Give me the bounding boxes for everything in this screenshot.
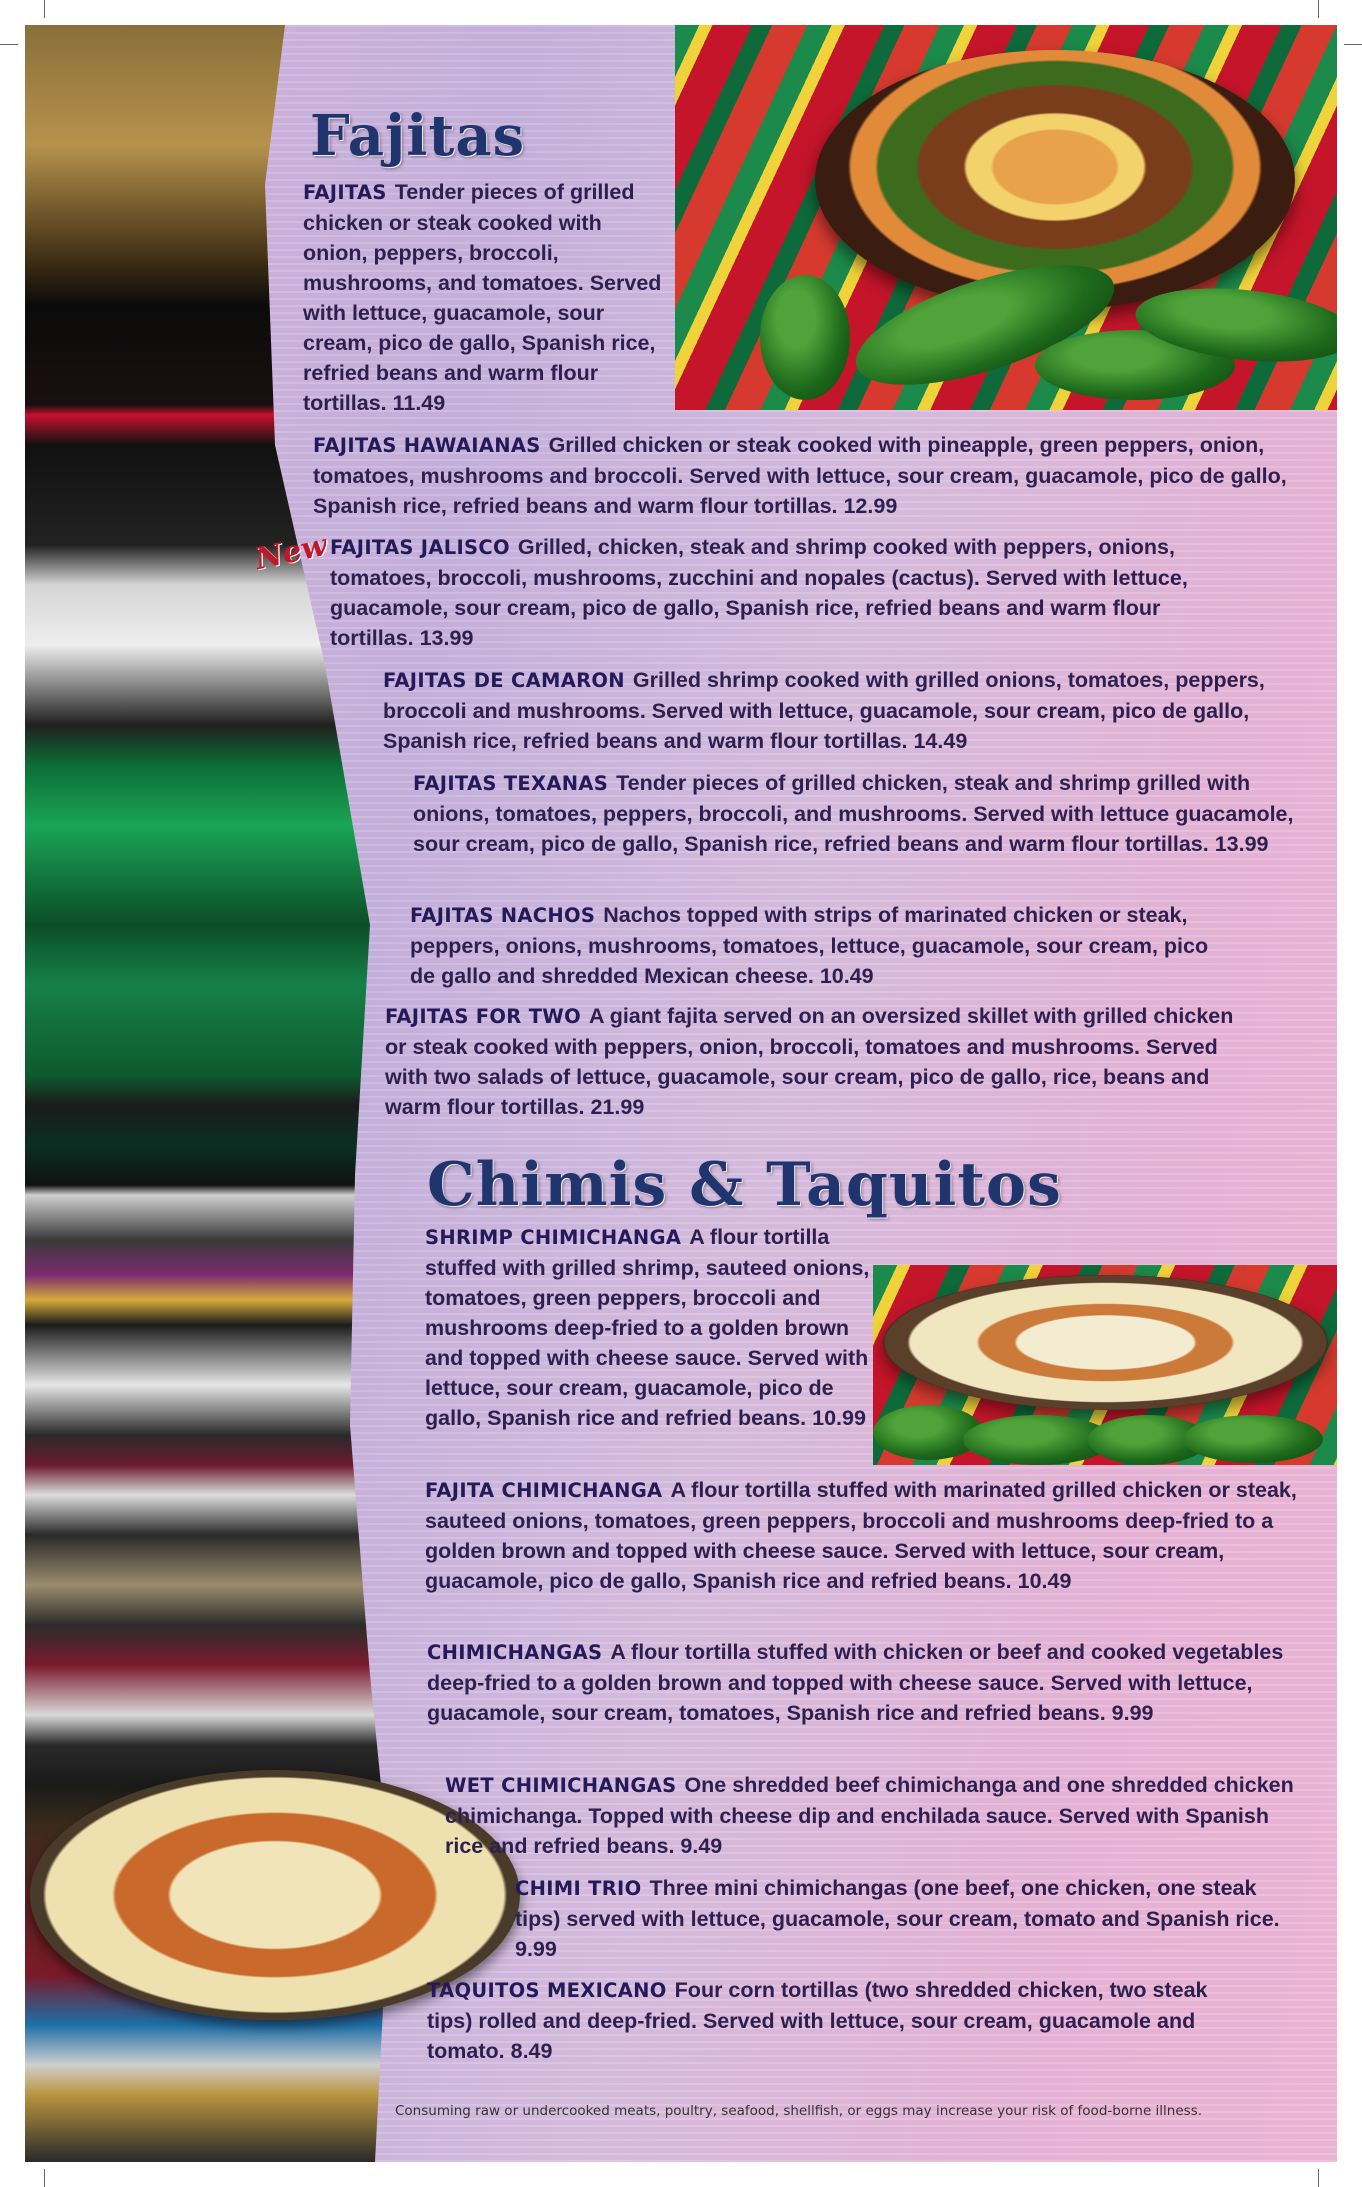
item-description: Grilled shrimp cooked with grilled onions, tomatoes, peppers, broccoli and mushrooms. Served with lettuce, guacamole, sour cream, pico de gallo, Spanish rice, refried beans and warm flour tortillas. 14.49 <box>383 668 1265 753</box>
section-title-chimis-taquitos: Chimis & Taquitos <box>427 1150 1062 1220</box>
menu-item <box>425 1222 870 1433</box>
crop-mark <box>1318 2169 1319 2187</box>
menu-item <box>313 430 1293 521</box>
menu-item <box>383 665 1308 756</box>
item-description: Three mini chimichangas (one beef, one chicken, one steak tips) served with lettuce, guacamole, sour cream, tomato and Spanish rice. 9.99 <box>515 1876 1280 1961</box>
menu-item <box>425 1475 1305 1596</box>
item-description: A flour tortilla stuffed with chicken or beef and cooked vegetables deep-fried to a golden brown and topped with cheese sauce. Served with lettuce, guacamole, sour cream, tomatoes, Spanish rice and refried beans. 9.99 <box>427 1640 1284 1725</box>
menu-item <box>515 1873 1280 1964</box>
item-name: FAJITAS NACHOS <box>410 904 596 927</box>
item-name: FAJITAS JALISCO <box>330 536 510 559</box>
item-description: Tender pieces of grilled chicken, steak and shrimp grilled with onions, tomatoes, peppers, broccoli, and mushrooms. Served with lettuce guacamole, sour cream, pico de gallo, Spanish rice, refried beans and warm flour tortillas. 13.99 <box>413 771 1294 856</box>
item-name: WET CHIMICHANGAS <box>445 1774 677 1797</box>
menu-item <box>330 532 1210 653</box>
menu-item <box>427 1637 1287 1728</box>
menu-item <box>427 1975 1227 2066</box>
new-badge: New <box>252 527 331 578</box>
crop-mark <box>1344 44 1362 45</box>
item-description: Grilled chicken or steak cooked with pineapple, green peppers, onion, tomatoes, mushrooms and broccoli. Served with lettuce, sour cream, guacamole, pico de gallo, Spanish rice, refried beans and warm flour tortillas. 12.99 <box>313 433 1287 518</box>
item-description: One shredded beef chimichanga and one shredded chicken chimichanga. Topped with cheese dip and enchilada sauce. Served with Spanish rice and refried beans. 9.49 <box>445 1773 1294 1858</box>
crop-mark <box>44 2169 45 2187</box>
food-safety-disclaimer: Consuming raw or undercooked meats, poultry, seafood, shellfish, or eggs may increase your risk of food-borne illness. <box>395 2103 1203 2119</box>
menu-item <box>413 768 1313 859</box>
item-description: Four corn tortillas (two shredded chicken, two steak tips) rolled and deep-fried. Served with lettuce, sour cream, guacamole and tomato. 8.49 <box>427 1978 1208 2063</box>
menu-item <box>385 1001 1245 1122</box>
item-description: Tender pieces of grilled chicken or steak cooked with onion, peppers, broccoli, mushrooms, and tomatoes. Served with lettuce, guacamole, sour cream, pico de gallo, Spanish rice, refried beans and warm flour tortillas. 11.49 <box>303 180 662 415</box>
crop-mark <box>0 44 18 45</box>
item-name: CHIMICHANGAS <box>427 1641 603 1664</box>
item-name: SHRIMP CHIMICHANGA <box>425 1226 682 1249</box>
item-name: FAJITAS TEXANAS <box>413 772 609 795</box>
item-name: CHIMI TRIO <box>515 1877 642 1900</box>
menu-page <box>25 25 1337 2162</box>
chimichanga-photo <box>873 1265 1337 1465</box>
crop-mark <box>1318 0 1319 18</box>
section-title-fajitas: Fajitas <box>310 103 526 169</box>
item-name: FAJITAS DE CAMARON <box>383 669 625 692</box>
item-description: A flour tortilla stuffed with grilled shrimp, sauteed onions, tomatoes, green peppers, broccoli and mushrooms deep-fried to a golden brown and topped with cheese sauce. Served with lettuce, sour cream, guacamole, pico de gallo, Spanish rice and refried beans. 10.99 <box>425 1225 870 1430</box>
menu-item <box>445 1770 1310 1861</box>
item-description: Nachos topped with strips of marinated chicken or steak, peppers, onions, mushrooms, tomatoes, lettuce, guacamole, sour cream, pico de gallo and shredded Mexican cheese. 10.49 <box>410 903 1209 988</box>
menu-item <box>303 177 663 418</box>
item-name: FAJITAS FOR TWO <box>385 1005 581 1028</box>
item-name: TAQUITOS MEXICANO <box>427 1979 667 2002</box>
menu-item <box>410 900 1230 991</box>
item-description: Grilled, chicken, steak and shrimp cooked with peppers, onions, tomatoes, broccoli, mushrooms, zucchini and nopales (cactus). Served with lettuce, guacamole, sour cream, pico de gallo, Spanish rice, refried beans and warm flour tortillas. 13.99 <box>330 535 1188 650</box>
fajitas-skillet-photo <box>675 25 1337 410</box>
item-name: FAJITAS <box>303 181 387 204</box>
item-description: A giant fajita served on an oversized skillet with grilled chicken or steak cooked with peppers, onion, broccoli, tomatoes and mushrooms. Served with two salads of lettuce, guacamole, sour cream, pico de gallo, rice, beans and warm flour tortillas. 21.99 <box>385 1004 1234 1119</box>
crop-mark <box>44 0 45 18</box>
item-description: A flour tortilla stuffed with marinated grilled chicken or steak, sauteed onions, tomatoes, green peppers, broccoli and mushrooms deep-fried to a golden brown and topped with cheese sauce. Served with lettuce, sour cream, guacamole, pico de gallo, Spanish rice and refried beans. 10.49 <box>425 1478 1297 1593</box>
item-name: FAJITA CHIMICHANGA <box>425 1479 663 1502</box>
item-name: FAJITAS HAWAIANAS <box>313 434 541 457</box>
